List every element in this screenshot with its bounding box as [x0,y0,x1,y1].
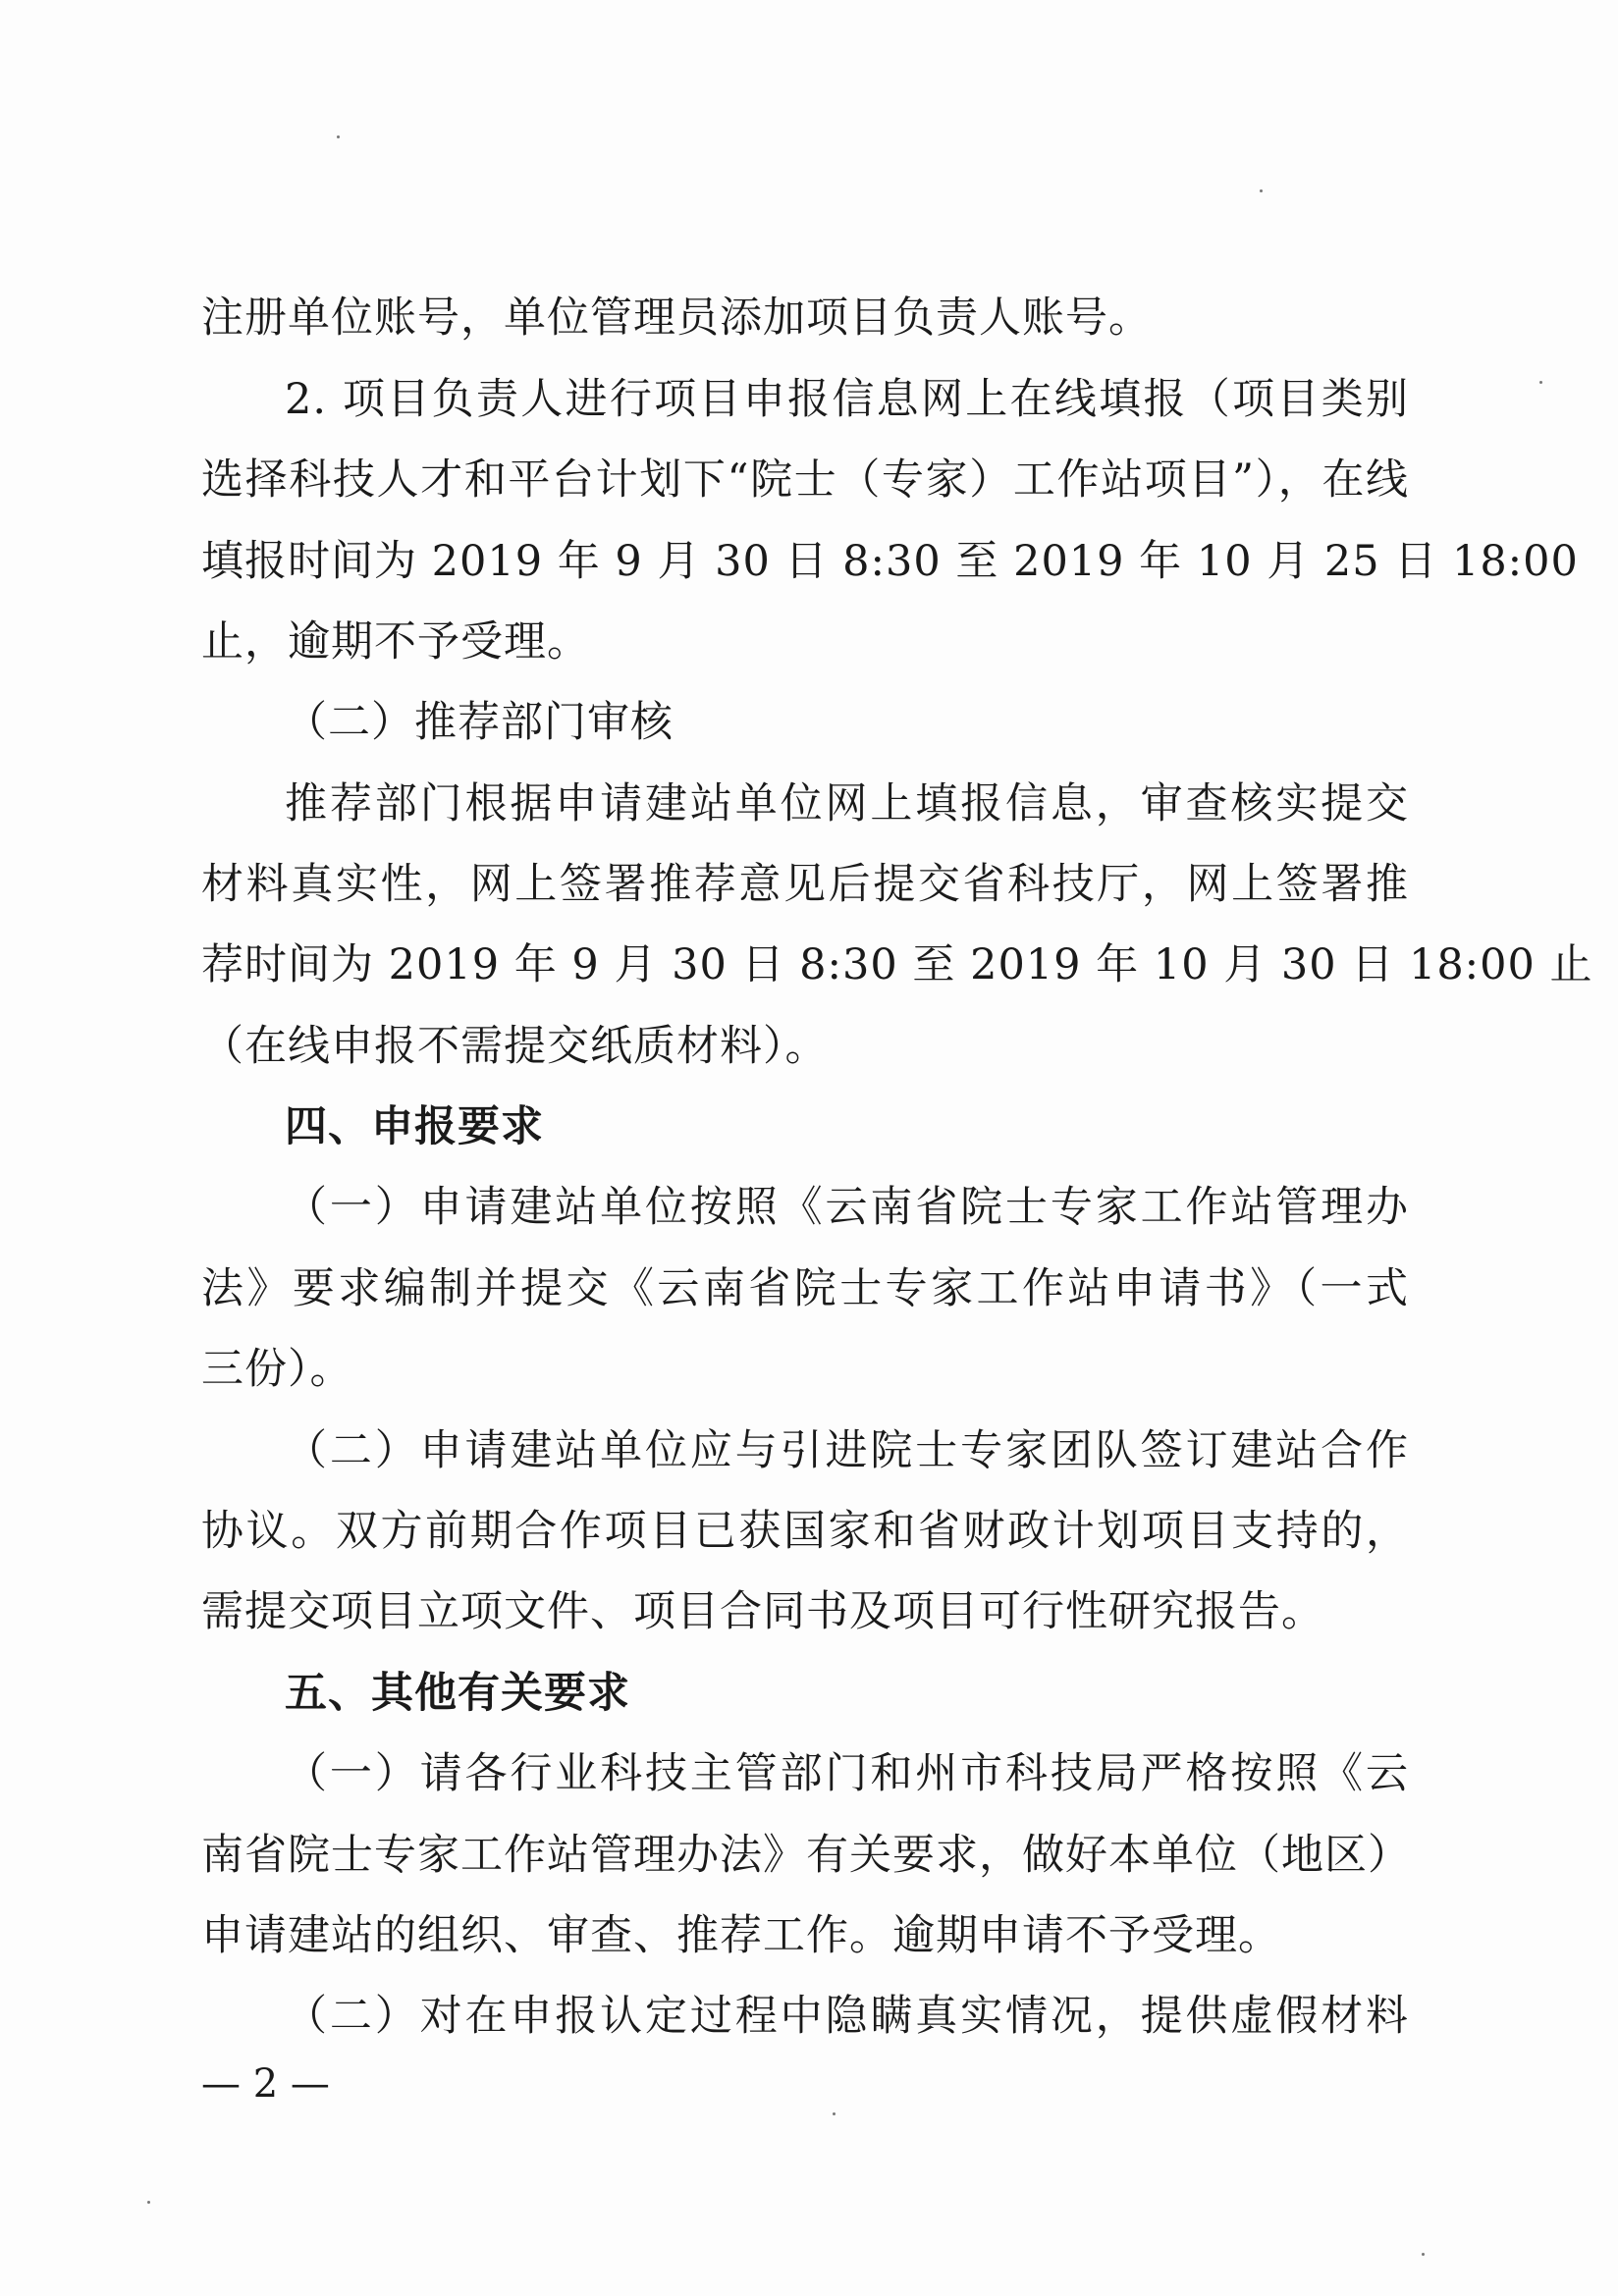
body-line: 三份）。 [201,1345,353,1394]
scan-speck [1539,381,1542,384]
scan-speck [147,2201,150,2204]
body-line: 申请建站的组织、审查、推荐工作。逾期申请不予受理。 [201,1911,1281,1960]
body-line: 选择科技人才和平台计划下“院士（专家）工作站项目”），在线 [201,455,1409,505]
scan-speck [1422,2253,1425,2256]
body-line: 材料真实性，网上签署推荐意见后提交省科技厅，网上签署推 [201,860,1409,909]
body-line: 填报时间为 2019 年 9 月 30 日 8:30 至 2019 年 10 月 25 日 18:00 [201,537,1579,586]
body-line: 法》要求编制并提交《云南省院士专家工作站申请书》（一式 [201,1264,1409,1313]
body-line: 注册单位账号，单位管理员添加项目负责人账号。 [201,294,1152,343]
scan-speck [1260,189,1263,192]
body-line: 推荐部门根据申请建站单位网上填报信息，审查核实提交 [285,779,1409,828]
body-line: 需提交项目立项文件、项目合同书及项目可行性研究报告。 [201,1587,1324,1636]
body-line: （一）申请建站单位按照《云南省院士专家工作站管理办 [285,1183,1409,1232]
body-line: 协议。双方前期合作项目已获国家和省财政计划项目支持的， [201,1507,1409,1556]
body-line: （二）对在申报认定过程中隐瞒真实情况，提供虚假材料 [285,1992,1409,2041]
body-line: 荐时间为 2019 年 9 月 30 日 8:30 至 2019 年 10 月 30 日 18:00 止 [201,940,1593,989]
scan-speck [833,2112,836,2115]
scan-speck [337,135,340,138]
subsection-heading: （二）推荐部门审核 [285,698,674,747]
section-heading: 四、申报要求 [285,1102,544,1151]
body-line: 南省院士专家工作站管理办法》有关要求，做好本单位（地区） [201,1831,1411,1880]
body-line: （在线申报不需提交纸质材料）。 [201,1022,829,1071]
body-line: （一）请各行业科技主管部门和州市科技局严格按照《云 [285,1749,1409,1798]
body-line: 2. 项目负责人进行项目申报信息网上在线填报（项目类别 [285,375,1409,424]
section-heading: 五、其他有关要求 [285,1669,630,1718]
body-line: 止，逾期不予受理。 [201,617,590,667]
page-number: — 2 — [201,2061,330,2107]
body-line: （二）申请建站单位应与引进院士专家团队签订建站合作 [285,1426,1409,1475]
